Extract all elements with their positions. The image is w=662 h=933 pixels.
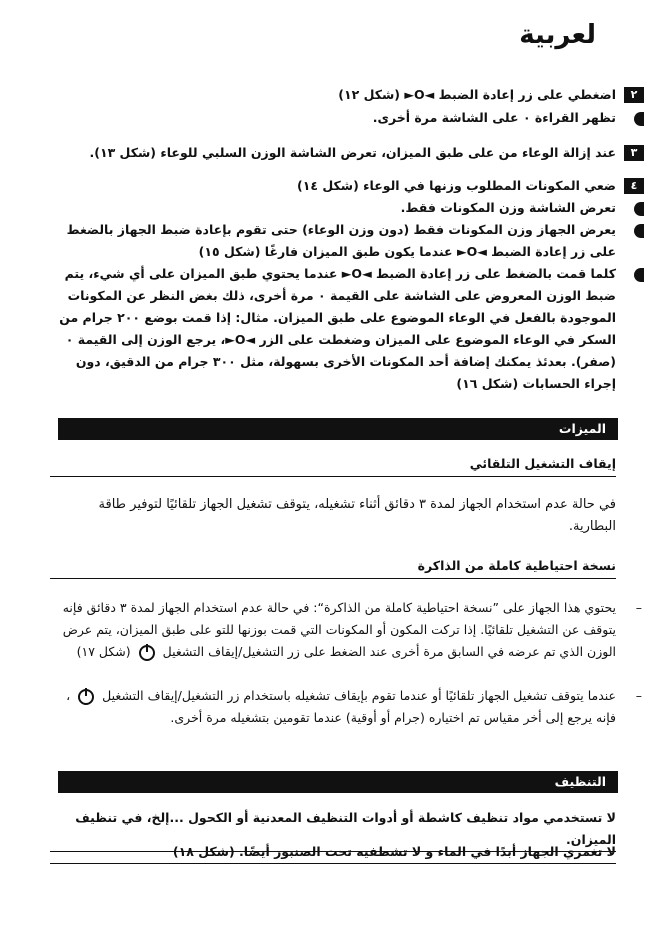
note-text: يعرض الجهاز وزن المكونات فقط (دون وزن الوعاء) حتى تقوم بإعادة ضبط الجهاز بالضغط على زر إعادة الضبط ◄O► عندما يكون طبق الميزان فارغًا (شكل ١٥) (66, 222, 616, 259)
note-text: تظهر القراءة ٠ على الشاشة مرة أخرى. (372, 110, 616, 125)
language-title: لعربية (519, 20, 596, 50)
bullet-icon (634, 112, 644, 126)
cleaning-warning-abrasives: لا تستخدمي مواد تنظيف كاشطة أو أدوات التنظيف المعدنية أو الكحول ...إلخ، في تنظيف الميزان. (50, 807, 616, 852)
step-text: اضغطي على زر إعادة الضبط ◄O► (شكل ١٢) (338, 87, 616, 102)
note-text: تعرض الشاشة وزن المكونات فقط. (400, 200, 616, 215)
step-text: ضعي المكونات المطلوب وزنها في الوعاء (شكل ١٤) (297, 178, 616, 193)
note-reset-empty (50, 219, 616, 263)
step-number-badge: ٣ (624, 145, 644, 161)
section-bar-features: الميزات (58, 418, 618, 440)
bullet-icon (634, 202, 644, 216)
note-reset-with-content (50, 263, 616, 395)
power-icon (139, 645, 155, 661)
dash-marker: – (635, 688, 642, 703)
paragraph-auto-off: في حالة عدم استخدام الجهاز لمدة ٣ دقائق أثناء تشغيله، يتوقف تشغيل الجهاز تلقائيًا لتوفير طاقة البطارية. (98, 497, 616, 534)
memory-item-2 (50, 685, 642, 729)
step-number-badge: ٤ (624, 178, 644, 194)
heading-memory-backup: نسخة احتياطية كاملة من الذاكرة (50, 555, 616, 579)
bullet-icon (634, 268, 644, 282)
memory-item-1 (50, 597, 642, 663)
note-ingredients-only (50, 197, 616, 219)
power-icon (78, 689, 94, 705)
step-2 (50, 84, 638, 106)
note-reading-zero (50, 107, 616, 129)
item-text-cont: ، فإنه يرجع إلى أخر مقياس تم اختياره (جرام أو أوقية) عندما تقومين بتشغيله مرة أخرى. (66, 688, 616, 725)
dash-marker: – (635, 600, 642, 615)
item-text: يحتوي هذا الجهاز على ”نسخة احتياطية كاملة من الذاكرة“: في حالة عدم استخدام الجهاز لمدة ٣ دقائق فإنه يتوقف عن التشغيل تلقائيًا. إذا تركت المكون أو المكونات التي قمت بوزنها للتو على طبق الميزان، يتم عرض الوزن الذي تم عرضه في السابق مرة أخرى عند الضغط على زر التشغيل/إيقاف التشغيل (62, 600, 616, 659)
section-bar-cleaning: التنظيف (58, 771, 618, 793)
bullet-icon (634, 224, 644, 238)
heading-auto-off: إيقاف التشغيل التلقائي (50, 453, 616, 477)
step-text: عند إزالة الوعاء من على طبق الميزان، تعرض الشاشة الوزن السلبي للوعاء (شكل ١٣). (89, 145, 616, 160)
step-3 (50, 142, 638, 164)
step-number-badge: ٢ (624, 87, 644, 103)
item-text: عندما يتوقف تشغيل الجهاز تلقائيًا أو عندما تقوم بإيقاف تشغيله باستخدام زر التشغيل/إيقاف التشغيل (102, 688, 616, 703)
note-text: كلما قمت بالضغط على زر إعادة الضبط ◄O► عندما يحتوي طبق الميزان على أي شيء، يتم ضبط الوزن المعروض على الشاشة على القيمة ٠ مرة أخرى، ذلك بغض النظر عن المكونات الموجودة بالفعل في الوعاء الموضوع على طبق الميزان. مثال: إذا قمت بوضع ٢٠٠ جرام من السكر في الوعاء الموضوع على الميزان وضغطت على الزر ◄O►، يرجع الوزن إلى القيمة ٠ (صفر). بعدئذ يمكنك إضافة أحد المكونات الأخرى بسهولة، مثل ٣٠٠ جرام من الدقيق، دون إجراء الحسابات (شكل ١٦) (59, 266, 616, 391)
step-4 (50, 175, 638, 197)
cleaning-warning-water: لا تغمري الجهاز أبدًا في الماء و لا تشطفيه تحت الصنبور أيضًا. (شكل ١٨) (50, 841, 616, 864)
item-figure-ref: (شكل ١٧) (76, 644, 131, 659)
